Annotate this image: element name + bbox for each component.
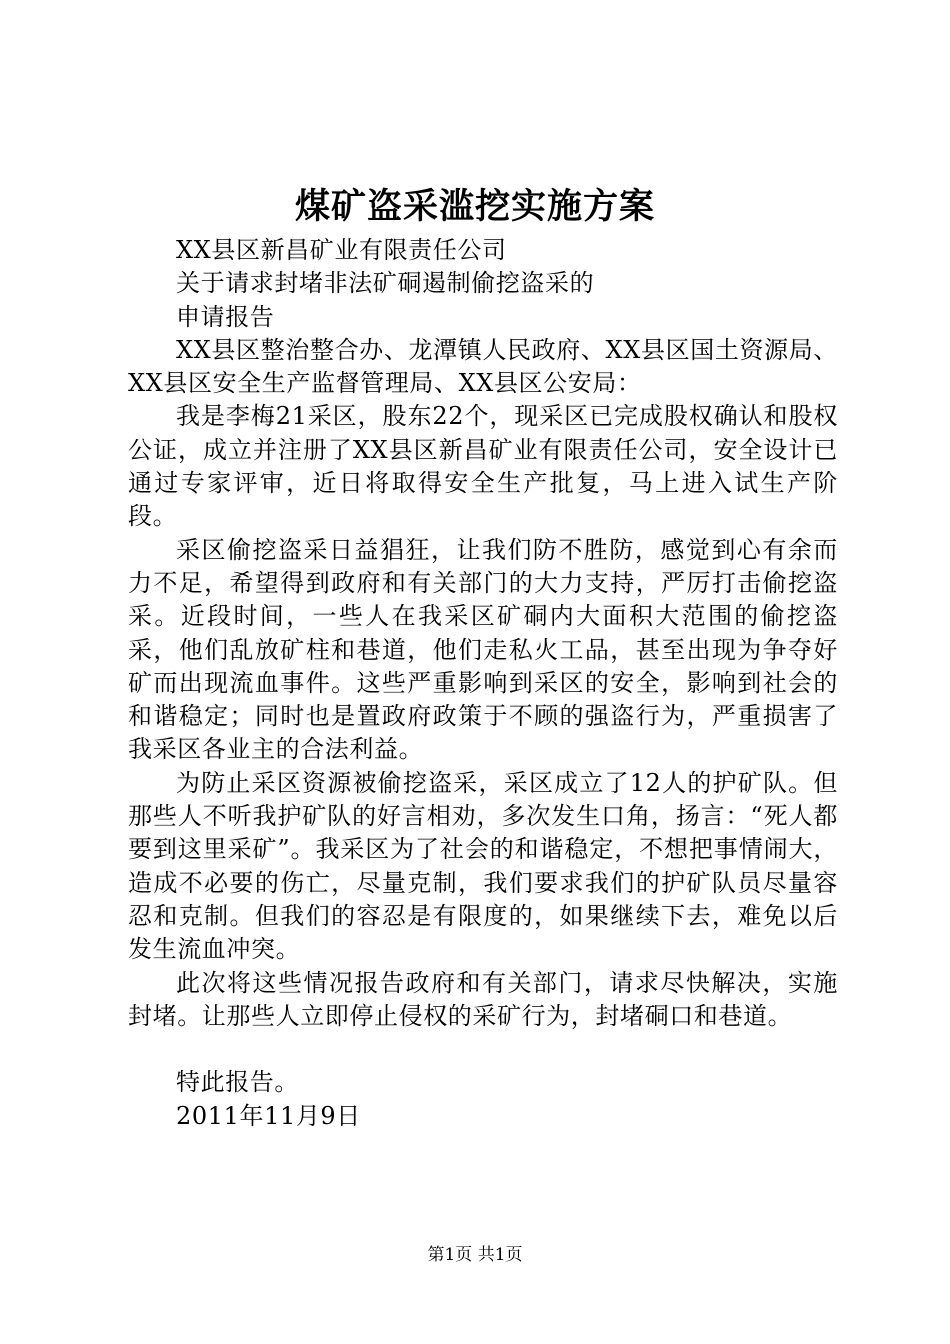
blank-line: [128, 1033, 838, 1066]
report-type-line: 申请报告: [176, 302, 275, 331]
paragraph-4: 此次将这些情况报告政府和有关部门，请求尽快解决，实施封堵。让那些人立即停止侵权的采矿行为，封堵硐口和巷道。: [128, 968, 838, 1030]
paragraph-3: 为防止采区资源被偷挖盗采，采区成立了12人的护矿队。但那些人不听我护矿队的好言相劝，多次发生口角，扬言：“死人都要到这里采矿”。我采区为了社会的和谐稳定，不想把事情闹大，造成不必要的伤亡，尽量克制，我们要求我们的护矿队员尽量容忍和克制。但我们的容忍是有限度的，如果继续下去，难免以后发生流血冲突。: [128, 768, 838, 964]
paragraph-2: 采区偷挖盗采日益猖狂，让我们防不胜防，感觉到心有余而力不足，希望得到政府和有关部门的大力支持，严厉打击偷挖盗采。近段时间，一些人在我采区矿硐内大面积大范围的偷挖盗采，他们乱放矿柱和巷道，他们走私火工品，甚至出现为争夺好矿而出现流血事件。这些严重影响到采区的安全，影响到社会的和谐稳定；同时也是置政府政策于不顾的强盗行为，严重损害了我采区各业主的合法利益。: [128, 535, 838, 764]
closing-line: 特此报告。: [176, 1068, 299, 1097]
paragraph-1: 我是李梅21采区，股东22个，现采区已完成股权确认和股权公证，成立并注册了XX县区新昌矿业有限责任公司，安全设计已通过专家评审，近日将取得安全生产批复，马上进入试生产阶段。: [128, 402, 838, 531]
document-body: [128, 234, 838, 1133]
company-name-line: XX县区新昌矿业有限责任公司: [176, 236, 507, 264]
recipients-paragraph: XX县区整治整合办、龙潭镇人民政府、XX县区国土资源局、XX县区安全生产监督管理局、XX县区公安局：: [128, 335, 838, 398]
document-title: 煤矿盗采滥挖实施方案: [294, 186, 655, 227]
page-number-footer: 第1页 共1页: [427, 1245, 523, 1265]
date-line: 2011年11月9日: [176, 1101, 361, 1130]
subject-line: 关于请求封堵非法矿硐遏制偷挖盗采的: [176, 269, 595, 298]
